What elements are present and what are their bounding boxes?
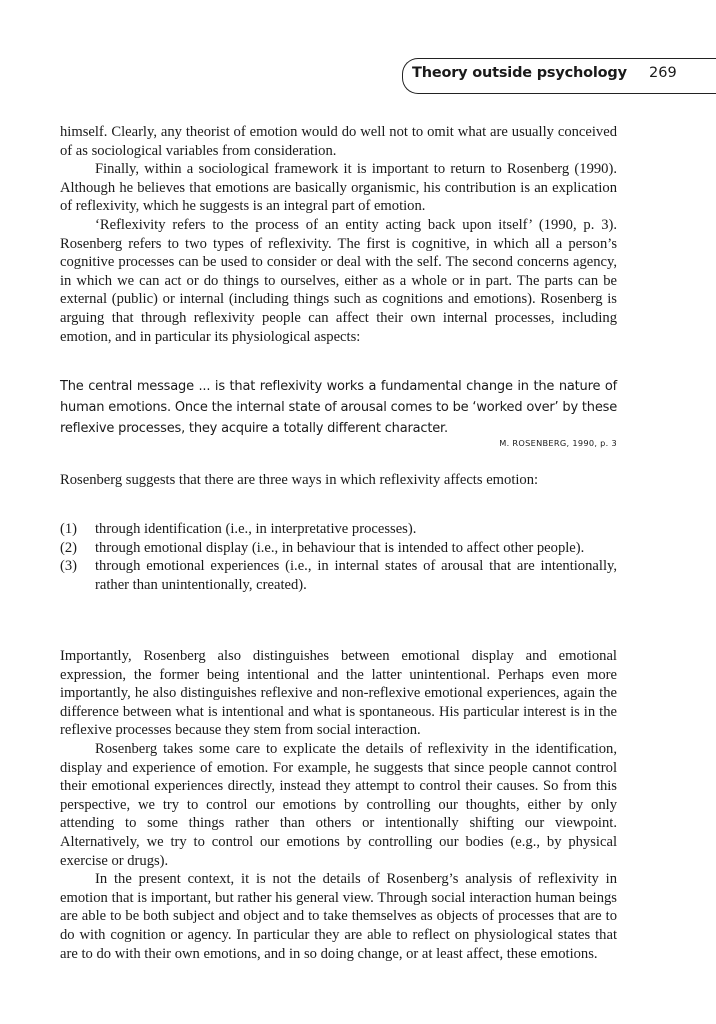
running-header-title: Theory outside psychology bbox=[412, 65, 627, 81]
paragraph: Importantly, Rosenberg also distinguishes between emotional display and emotional expression, the former being intentional and the latter unintentional. Perhaps even more importantly, he also distinguishes reflexive and non-reflexive emotional experiences, again the difference between what is intentional and what is spontaneous. His particular interest is in the reflexive processes because they stem from social interaction. bbox=[60, 648, 617, 739]
list-item bbox=[60, 539, 617, 558]
list-item-number: (3) bbox=[60, 558, 78, 575]
paragraph: Rosenberg suggests that there are three ways in which reflexivity affects emotion: bbox=[60, 472, 539, 488]
list-intro-sentence bbox=[60, 471, 617, 490]
block-quote: The central message ... is that reflexivity works a fundamental change in the nature of human emotions. Once the internal state of arousal comes to be ‘worked over’ by these reflexive processes, they acquire a totally different character. bbox=[60, 379, 617, 436]
quote-citation: M. ROSENBERG, 1990, p. 3 bbox=[499, 438, 617, 448]
numbered-list bbox=[60, 520, 617, 594]
list-item-text: through emotional experiences (i.e., in internal states of arousal that are intentionally, rather than unintentionally, created). bbox=[95, 558, 617, 593]
paragraph: In the present context, it is not the details of Rosenberg’s analysis of reflexivity in emotion that is important, but rather his general view. Through social interaction human beings are able to be both subject and object and to take themselves as objects of processes that are to do with cognition or agency. In particular they are able to reflect on physiological states that are to do with their own emotions, and in so doing change, or at least affect, these emotions. bbox=[60, 871, 617, 962]
paragraph: Finally, within a sociological framework it is important to return to Rosenberg (1990). Although he believes that emotions are basically organismic, his contribution is an explication of reflexivity, which he suggests is an integral part of emotion. bbox=[60, 161, 617, 215]
body-text-top bbox=[60, 123, 617, 346]
list-item bbox=[60, 520, 617, 539]
paragraph: ‘Reflexivity refers to the process of an entity acting back upon itself’ (1990, p. 3). Rosenberg refers to two types of reflexivity. The first is cognitive, in which all a person’s cognitive processes can be used to consider or deal with the self. The second concerns agency, in which we can act or do things to ourselves, either as a whole or in part. The parts can be external (public) or internal (including things such as cognitions and emotions). Rosenberg is arguing that through reflexivity people can affect their own internal processes, including emotion, and in particular its physiological aspects: bbox=[60, 216, 617, 345]
paragraph: himself. Clearly, any theorist of emotion would do well not to omit what are usually conceived of as sociological variables from consideration. bbox=[60, 124, 617, 159]
list-item-text: through emotional display (i.e., in behaviour that is intended to affect other people). bbox=[95, 539, 585, 556]
list-item-number: (2) bbox=[60, 539, 78, 556]
body-text-bottom bbox=[60, 647, 617, 963]
list-item bbox=[60, 557, 617, 594]
page-number: 269 bbox=[649, 65, 677, 81]
list-item-text: through identification (i.e., in interpretative processes). bbox=[95, 521, 417, 537]
list-item-number: (1) bbox=[60, 521, 78, 537]
paragraph: Rosenberg takes some care to explicate the details of reflexivity in the identification, display and experience of emotion. For example, he suggests that since people cannot control their emotional experiences directly, instead they attempt to control their causes. So from this perspective, we try to control our emotions by controlling our thoughts, either by only attending to some things rather than others or intentionally shifting our viewpoint. Alternatively, we try to control our emotions by controlling our bodies (e.g., by physical exercise or drugs). bbox=[60, 740, 617, 869]
